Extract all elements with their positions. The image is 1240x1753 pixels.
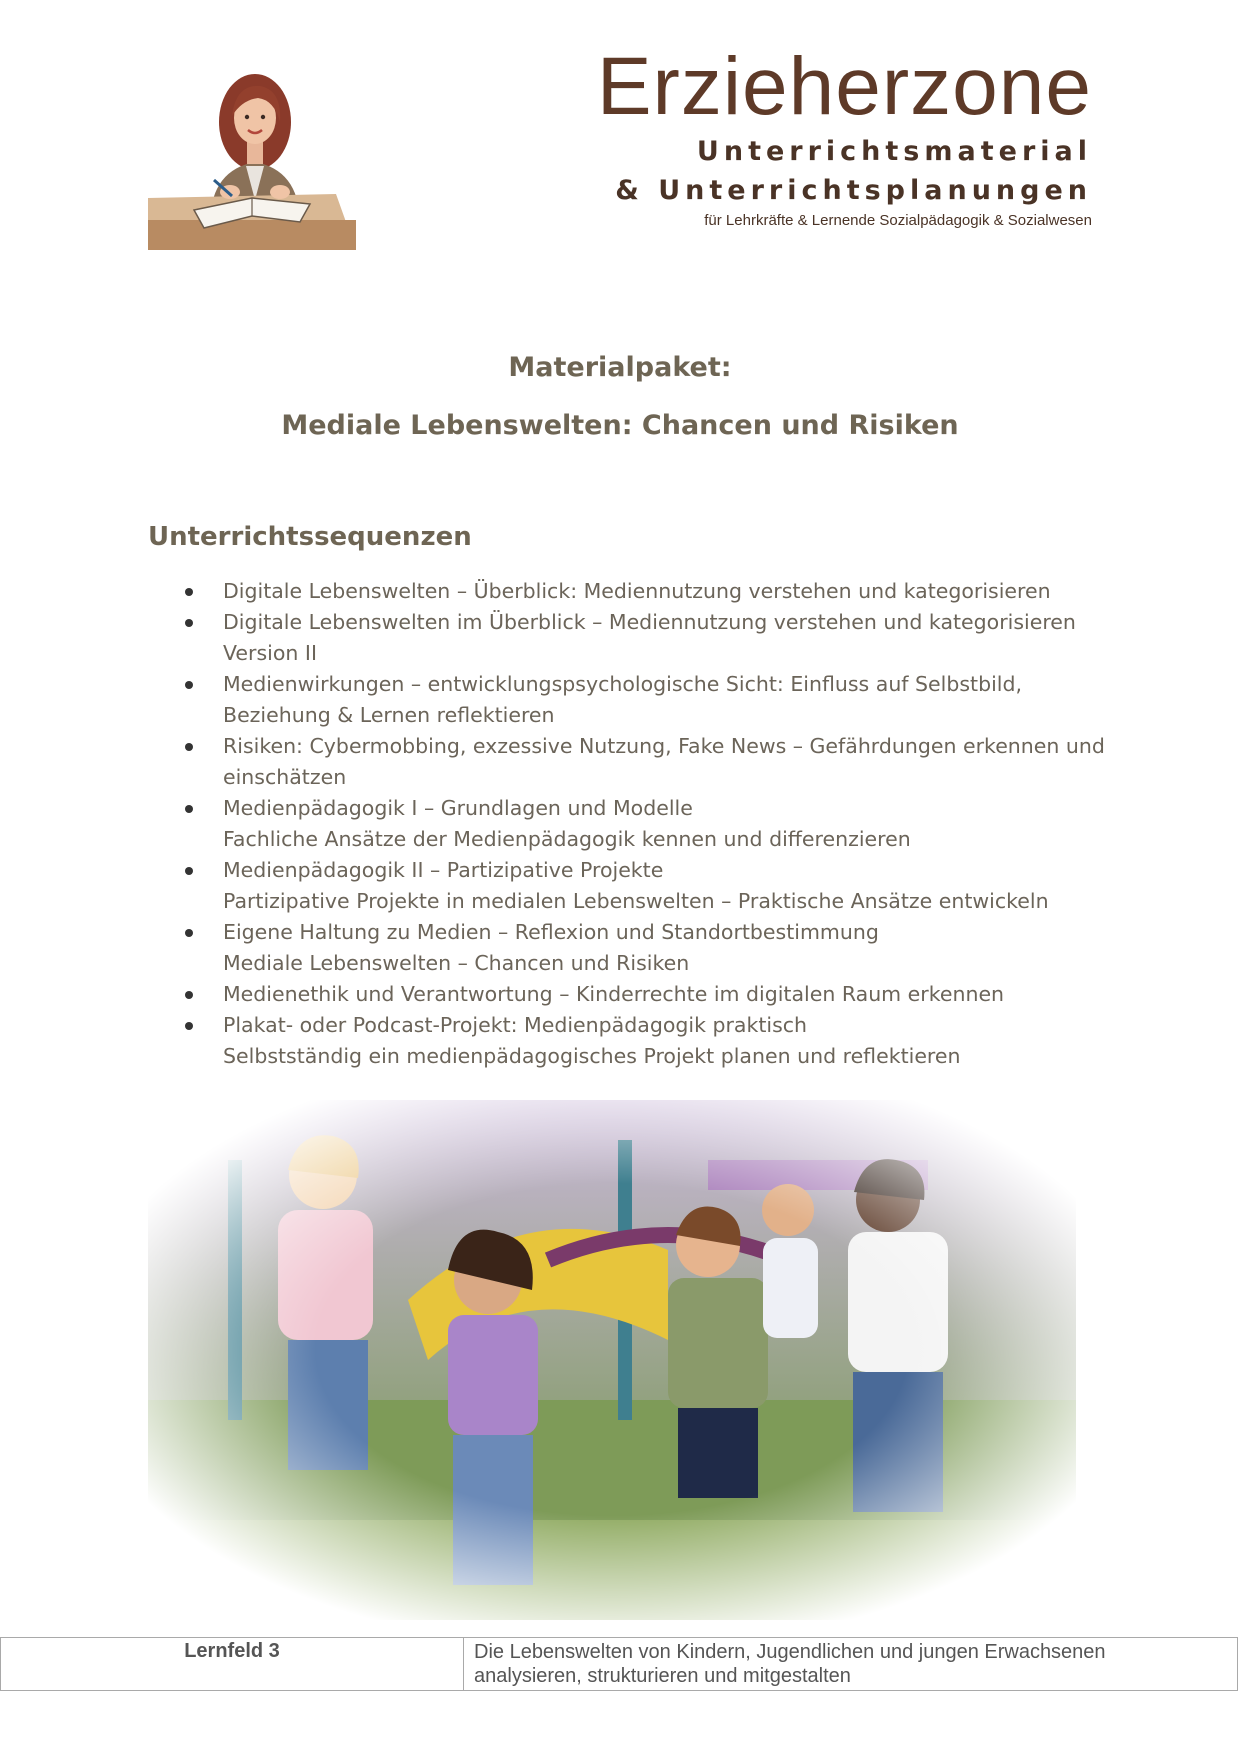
sequence-item-line: Medienpädagogik II – Partizipative Projekte bbox=[223, 858, 664, 882]
sequence-item-line: Version II bbox=[223, 641, 317, 665]
sequence-item-line: Medienethik und Verantwortung – Kinderrechte im digitalen Raum erkennen bbox=[223, 982, 1005, 1006]
sequence-item-line: Fachliche Ansätze der Medienpädagogik kennen und differenzieren bbox=[223, 827, 911, 851]
bullet-icon bbox=[185, 681, 193, 689]
lernfeld-description-cell bbox=[464, 1638, 1238, 1691]
sequence-item-line: Mediale Lebenswelten – Chancen und Risiken bbox=[223, 951, 690, 975]
bullet-icon bbox=[185, 867, 193, 875]
sequence-item bbox=[185, 731, 1105, 793]
bullet-icon bbox=[185, 743, 193, 751]
bullet-icon bbox=[185, 991, 193, 999]
sequence-item bbox=[185, 669, 1085, 731]
sequence-item bbox=[185, 576, 1085, 607]
sequence-list bbox=[185, 576, 1105, 1072]
brand-tagline-2: & Unterrichtsplanungen bbox=[615, 175, 1092, 207]
sequence-item-line: Beziehung & Lernen reflektieren bbox=[223, 703, 555, 727]
lernfeld-description-line-2: analysieren, strukturieren und mitgestalten bbox=[474, 1665, 851, 1687]
sequence-item bbox=[185, 1010, 1085, 1072]
bullet-icon bbox=[185, 619, 193, 627]
sequence-item bbox=[185, 917, 1085, 979]
footer-table bbox=[0, 1637, 1238, 1691]
teacher-illustration-logo bbox=[148, 70, 356, 250]
sequence-item bbox=[185, 855, 1085, 917]
bullet-icon bbox=[185, 1022, 193, 1030]
bullet-icon bbox=[185, 929, 193, 937]
section-heading: Unterrichtssequenzen bbox=[148, 522, 472, 552]
document-title-line-2: Mediale Lebenswelten: Chancen und Risiken bbox=[281, 410, 959, 441]
bullet-icon bbox=[185, 588, 193, 596]
brand-tagline-1: Unterrichtsmaterial bbox=[696, 136, 1092, 168]
lernfeld-cell: Lernfeld 3 bbox=[1, 1638, 464, 1691]
sequence-item-line: Digitale Lebenswelten – Überblick: Mediennutzung verstehen und kategorisieren bbox=[223, 579, 1051, 603]
sequence-item bbox=[185, 607, 1085, 669]
brand-name: Erzieherzone bbox=[596, 41, 1092, 132]
sequence-item-line: Partizipative Projekte in medialen Lebenswelten – Praktische Ansätze entwickeln bbox=[223, 889, 1049, 913]
brand-block bbox=[597, 42, 1092, 229]
sequence-item-line: einschätzen bbox=[223, 765, 347, 789]
sequence-item-line: Plakat- oder Podcast-Projekt: Medienpädagogik praktisch bbox=[223, 1013, 808, 1037]
sequence-item bbox=[185, 979, 1085, 1010]
brand-subtitle: für Lehrkräfte & Lernende Sozialpädagogik & Sozialwesen bbox=[704, 212, 1092, 230]
sequence-item-line: Eigene Haltung zu Medien – Reflexion und Standortbestimmung bbox=[223, 920, 879, 944]
lernfeld-description-line-1: Die Lebenswelten von Kindern, Jugendlichen und jungen Erwachsenen bbox=[474, 1641, 1106, 1663]
sequence-item-line: Digitale Lebenswelten im Überblick – Mediennutzung verstehen und kategorisieren bbox=[223, 610, 1076, 634]
children-running-photo bbox=[148, 1100, 1076, 1620]
sequence-item-line: Medienpädagogik I – Grundlagen und Modelle bbox=[223, 796, 693, 820]
sequence-item-line: Medienwirkungen – entwicklungspsychologische Sicht: Einfluss auf Selbstbild, bbox=[223, 672, 1023, 696]
document-title-line-1: Materialpaket: bbox=[508, 352, 732, 383]
footer-row bbox=[1, 1638, 1238, 1691]
sequence-item-line: Selbstständig ein medienpädagogisches Projekt planen und reflektieren bbox=[223, 1044, 961, 1068]
sequence-item-line: Risiken: Cybermobbing, exzessive Nutzung, Fake News – Gefährdungen erkennen und bbox=[223, 734, 1105, 758]
sequence-item bbox=[185, 793, 1085, 855]
bullet-icon bbox=[185, 805, 193, 813]
